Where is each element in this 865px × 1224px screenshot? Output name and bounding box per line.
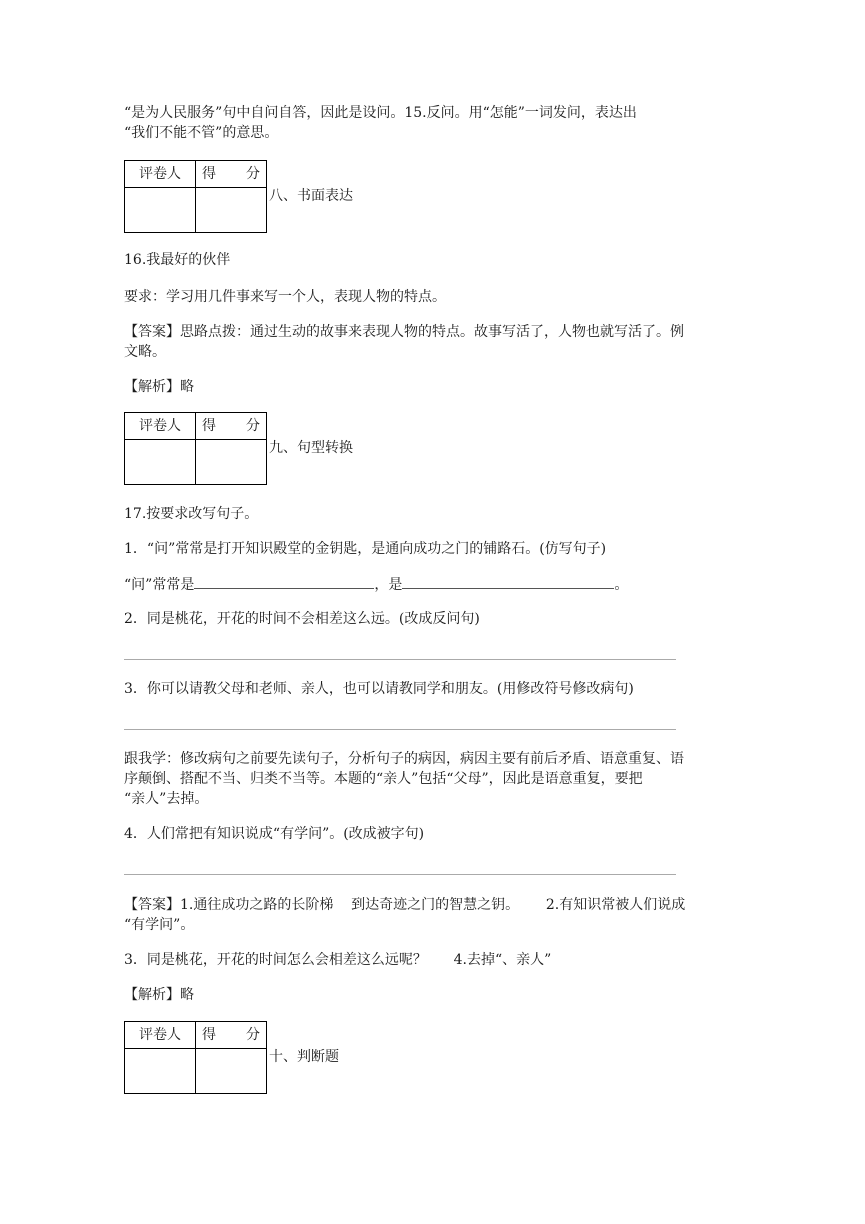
q17-answer-line-2: “有学问”。 (124, 917, 195, 933)
q16-answer-line-1: 【答案】思路点拨：通过生动的故事来表现人物的特点。故事写活了，人物也就写活了。例 (124, 324, 684, 340)
reviewer-label: 评卷人 (125, 413, 196, 440)
section-title-9: 九、句型转换 (269, 440, 353, 456)
q16-analysis: 【解析】略 (124, 379, 194, 395)
reviewer-label: 评卷人 (125, 161, 196, 188)
reviewer-cell[interactable] (125, 440, 196, 485)
answer-line-2[interactable] (124, 659, 676, 660)
reviewer-cell[interactable] (125, 188, 196, 233)
section-title-8: 八、书面表达 (269, 188, 353, 204)
score-cell[interactable] (196, 188, 267, 233)
score-grid (124, 1021, 267, 1094)
q17-tip-line-1: 跟我学：修改病句之前要先读句子，分析句子的病因，病因主要有前后矛盾、语意重复、语 (124, 751, 684, 767)
q17-answer-line-3: 3．同是桃花，开花的时间怎么会相差这么远呢？ 4.去掉“、亲人” (124, 952, 552, 968)
q17-item-1-fill: “问”常常是 ，是 。 (124, 574, 744, 595)
score-grid (124, 412, 267, 485)
q16-requirement: 要求：学习用几件事来写一个人，表现人物的特点。 (124, 289, 446, 305)
q17-item-4: 4．人们常把有知识说成“有学问”。(改成被字句) (124, 826, 425, 842)
score-label: 得 分 (196, 1022, 267, 1049)
q17-item-2: 2．同是桃花，开花的时间不会相差这么远。(改成反问句) (124, 611, 480, 627)
q17-title: 17.按要求改写句子。 (124, 506, 259, 522)
fill-blank-1[interactable] (194, 574, 374, 589)
score-table-8 (124, 160, 353, 233)
fill-blank-2[interactable] (402, 574, 614, 589)
q16-answer-line-2: 文略。 (124, 344, 166, 360)
intro-line-2: “我们不能不管”的意思。 (124, 125, 279, 141)
score-grid (124, 160, 267, 233)
score-cell[interactable] (196, 440, 267, 485)
score-cell[interactable] (196, 1049, 267, 1094)
q17-answer-line-1: 【答案】1.通往成功之路的长阶梯 到达奇迹之门的智慧之钥。 2.有知识常被人们说成 (124, 897, 686, 913)
q17-item-1: 1．“问”常常是打开知识殿堂的金钥匙，是通向成功之门的铺路石。(仿写句子) (124, 541, 607, 557)
intro-line-1: “是为人民服务”句中自问自答，因此是设问。15.反问。用“怎能”一词发问，表达出 (124, 105, 637, 121)
answer-line-3[interactable] (124, 729, 676, 730)
q17-item-3: 3．你可以请教父母和老师、亲人，也可以请教同学和朋友。(用修改符号修改病句) (124, 681, 634, 697)
q17-tip-line-2: 序颠倒、搭配不当、归类不当等。本题的“亲人”包括“父母”，因此是语意重复，要把 (124, 771, 643, 787)
section-title-10: 十、判断题 (269, 1049, 339, 1065)
reviewer-label: 评卷人 (125, 1022, 196, 1049)
q17-tip-line-3: “亲人”去掉。 (124, 791, 209, 807)
score-label: 得 分 (196, 413, 267, 440)
score-table-10 (124, 1021, 339, 1094)
score-label: 得 分 (196, 161, 267, 188)
answer-line-4[interactable] (124, 874, 676, 875)
q17-analysis: 【解析】略 (124, 987, 194, 1003)
score-table-9 (124, 412, 353, 485)
q16-title: 16.我最好的伙伴 (124, 252, 231, 268)
reviewer-cell[interactable] (125, 1049, 196, 1094)
